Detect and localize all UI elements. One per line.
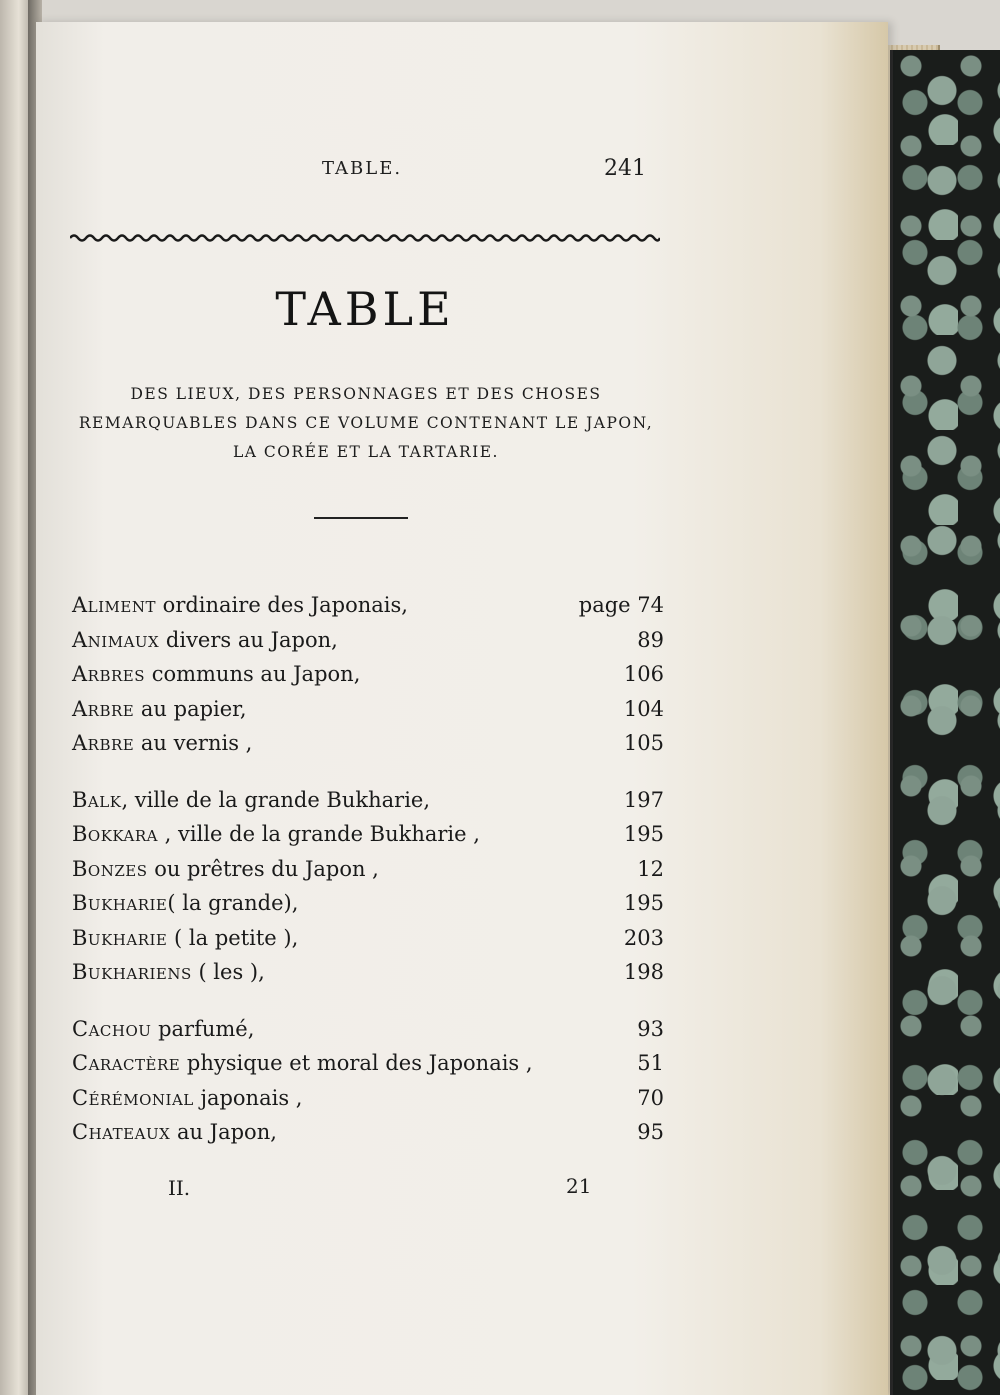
entry-page: 198: [623, 960, 664, 984]
entry-text: ( la grande),: [167, 891, 299, 915]
entry-page: 203: [623, 925, 664, 950]
entry-text: ordinaire des Japonais,: [156, 593, 408, 617]
short-divider: [314, 517, 408, 519]
entry-text: au Japon,: [170, 1120, 277, 1144]
index-entry: [72, 921, 664, 956]
signature-mark: II.: [168, 1176, 191, 1200]
entry-page: page 74: [578, 593, 664, 617]
entry-text: au papier,: [134, 696, 247, 721]
entry-text: ( la petite ),: [167, 925, 299, 950]
entry-page: 51: [637, 1051, 664, 1075]
index-entry: [72, 783, 664, 818]
index-group-b: [72, 783, 664, 990]
entry-text: divers au Japon,: [159, 627, 338, 652]
entry-page: 104: [623, 696, 664, 721]
subtitle: DES LIEUX, DES PERSONNAGES ET DES CHOSES REMARQUABLES DANS CE VOLUME CONTENANT LE JAPON, LA CORÉE ET LA TARTARIE.: [78, 385, 654, 461]
entry-page: 197: [623, 787, 664, 812]
wavy-ornamental-rule: [70, 232, 660, 244]
entry-text: parfumé,: [151, 1016, 255, 1041]
index-entry: [72, 726, 664, 761]
entry-page: 105: [623, 731, 664, 755]
entry-text: communs au Japon,: [145, 662, 361, 686]
entry-head: Aliment: [72, 593, 156, 617]
entry-page: 89: [637, 627, 664, 652]
page-number: 241: [604, 156, 646, 181]
entry-text: ( les ),: [191, 960, 265, 984]
marbled-cover: [890, 50, 1000, 1395]
entry-head: Bokkara: [72, 822, 158, 846]
entry-text: au vernis ,: [134, 731, 253, 755]
main-title: TABLE: [275, 282, 455, 336]
index-entry: [72, 1046, 664, 1081]
index-group-a: [72, 588, 664, 761]
entry-text: , ville de la grande Bukharie ,: [158, 822, 480, 846]
entry-text: ou prêtres du Japon ,: [147, 856, 379, 881]
entry-head: Chateaux: [72, 1120, 171, 1144]
index-group-c: [72, 1012, 664, 1150]
index-entry: [72, 886, 664, 921]
entry-head: Cachou: [72, 1016, 152, 1041]
entry-page: 12: [637, 856, 664, 881]
index-entries: [72, 588, 664, 1172]
entry-head: Cérémonial: [72, 1085, 194, 1110]
entry-text: japonais ,: [193, 1085, 303, 1110]
entry-page: 106: [623, 662, 664, 686]
index-entry: [72, 588, 664, 623]
entry-head: Arbre: [72, 731, 135, 755]
entry-page: 70: [637, 1085, 664, 1110]
index-entry: [72, 817, 664, 852]
entry-head: Arbres: [72, 662, 146, 686]
entry-head: Arbre: [72, 696, 135, 721]
entry-head: Bukharie: [72, 925, 168, 950]
index-entry: [72, 1012, 664, 1047]
index-entry: [72, 955, 664, 990]
entry-page: 195: [623, 891, 664, 915]
entry-head: Bonzes: [72, 856, 148, 881]
entry-head: Caractère: [72, 1051, 181, 1075]
entry-page: 195: [623, 822, 664, 846]
index-entry: [72, 852, 664, 887]
index-entry: [72, 692, 664, 727]
entry-text: physique et moral des Japonais ,: [180, 1051, 533, 1075]
running-header-title: TABLE.: [322, 158, 403, 179]
gathering-number: 21: [566, 1174, 592, 1198]
entry-page: 93: [637, 1016, 664, 1041]
entry-head: Balk: [72, 787, 122, 812]
index-entry: [72, 623, 664, 658]
index-entry: [72, 1081, 664, 1116]
entry-text: , ville de la grande Bukharie,: [121, 787, 431, 812]
entry-head: Bukharie: [72, 891, 168, 915]
index-entry: [72, 657, 664, 692]
index-entry: [72, 1115, 664, 1150]
entry-head: Bukhariens: [72, 960, 192, 984]
entry-head: Animaux: [72, 627, 160, 652]
entry-page: 95: [637, 1120, 664, 1144]
